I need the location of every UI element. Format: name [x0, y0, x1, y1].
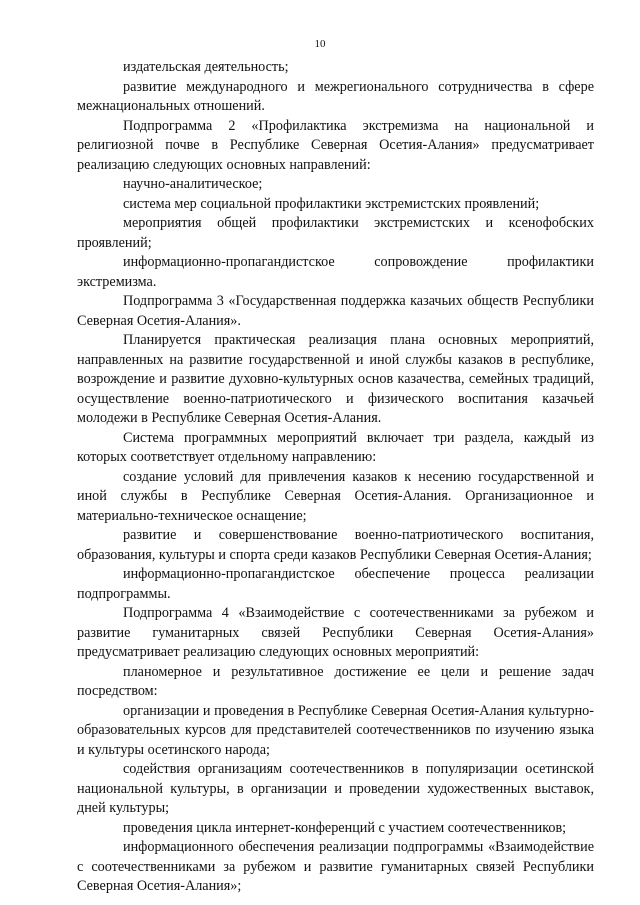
paragraph: развитие международного и межрегионального сотрудничества в сфере межнациональных отношений. — [77, 78, 594, 114]
paragraph: информационно-пропагандистское сопровождение профилактики экстремизма. — [77, 254, 594, 290]
paragraph: информационного обеспечения реализации подпрограммы «Взаимодействие с соотечественниками за рубежом и развитие гуманитарных связей Республики Северная Осетия-Алания»; — [77, 839, 594, 894]
paragraph: планомерное и результативное достижение ее цели и решение задач посредством: — [77, 663, 594, 699]
page-number: 10 — [314, 38, 326, 50]
paragraph: Подпрограмма 2 «Профилактика экстремизма на национальной и религиозной почве в Республике Северная Осетия-Алания» предусматривает реализацию следующих основных направлений: — [77, 117, 594, 173]
paragraph: организации и проведения в Республике Северная Осетия-Алания культурно-образовательных курсов для представителей соотечественников по изучению языка и культуры осетинского народа; — [77, 702, 594, 758]
document-body — [77, 58, 594, 897]
paragraph: мероприятия общей профилактики экстремистских и ксенофобских проявлений; — [77, 215, 594, 251]
paragraph: Подпрограмма 3 «Государственная поддержка казачьих обществ Республики Северная Осетия-Алания». — [77, 293, 594, 329]
paragraph: система мер социальной профилактики экстремистских проявлений; — [123, 195, 540, 212]
paragraph: информационно-пропагандистское обеспечение процесса реализации подпрограммы. — [77, 566, 594, 602]
paragraph: развитие и совершенствование военно-патриотического воспитания, образования, культуры и спорта среди казаков Республики Северная Осетия-Алания; — [77, 527, 594, 563]
paragraph: создание условий для привлечения казаков к несению государственной и иной службы в Республике Северная Осетия-Алания. Организационное и материально-техническое оснащение; — [77, 468, 594, 524]
paragraph: Планируется практическая реализация плана основных мероприятий, направленных на развитие государственной и иной службы казаков в республике, возрождение и развитие духовно-культурных основ казачества, семейных традиций, осуществление военно-патриотического и физического воспитания казачьей молодежи в Республике Северная Осетия-Алания. — [77, 332, 594, 426]
paragraph: проведения цикла интернет-конференций с участием соотечественников; — [123, 819, 567, 836]
paragraph: научно-аналитическое; — [123, 176, 263, 192]
paragraph: издательская деятельность; — [123, 59, 289, 75]
paragraph: содействия организациям соотечественников в популяризации осетинской национальной культуры, в организации и проведении художественных выставок, дней культуры; — [77, 761, 594, 816]
paragraph: Подпрограмма 4 «Взаимодействие с соотечественниками за рубежом и развитие гуманитарных связей Республики Северная Осетия-Алания» предусматривает реализацию следующих основных мероприятий: — [77, 605, 594, 660]
paragraph: Система программных мероприятий включает три раздела, каждый из которых соответствует отдельному направлению: — [77, 429, 594, 465]
